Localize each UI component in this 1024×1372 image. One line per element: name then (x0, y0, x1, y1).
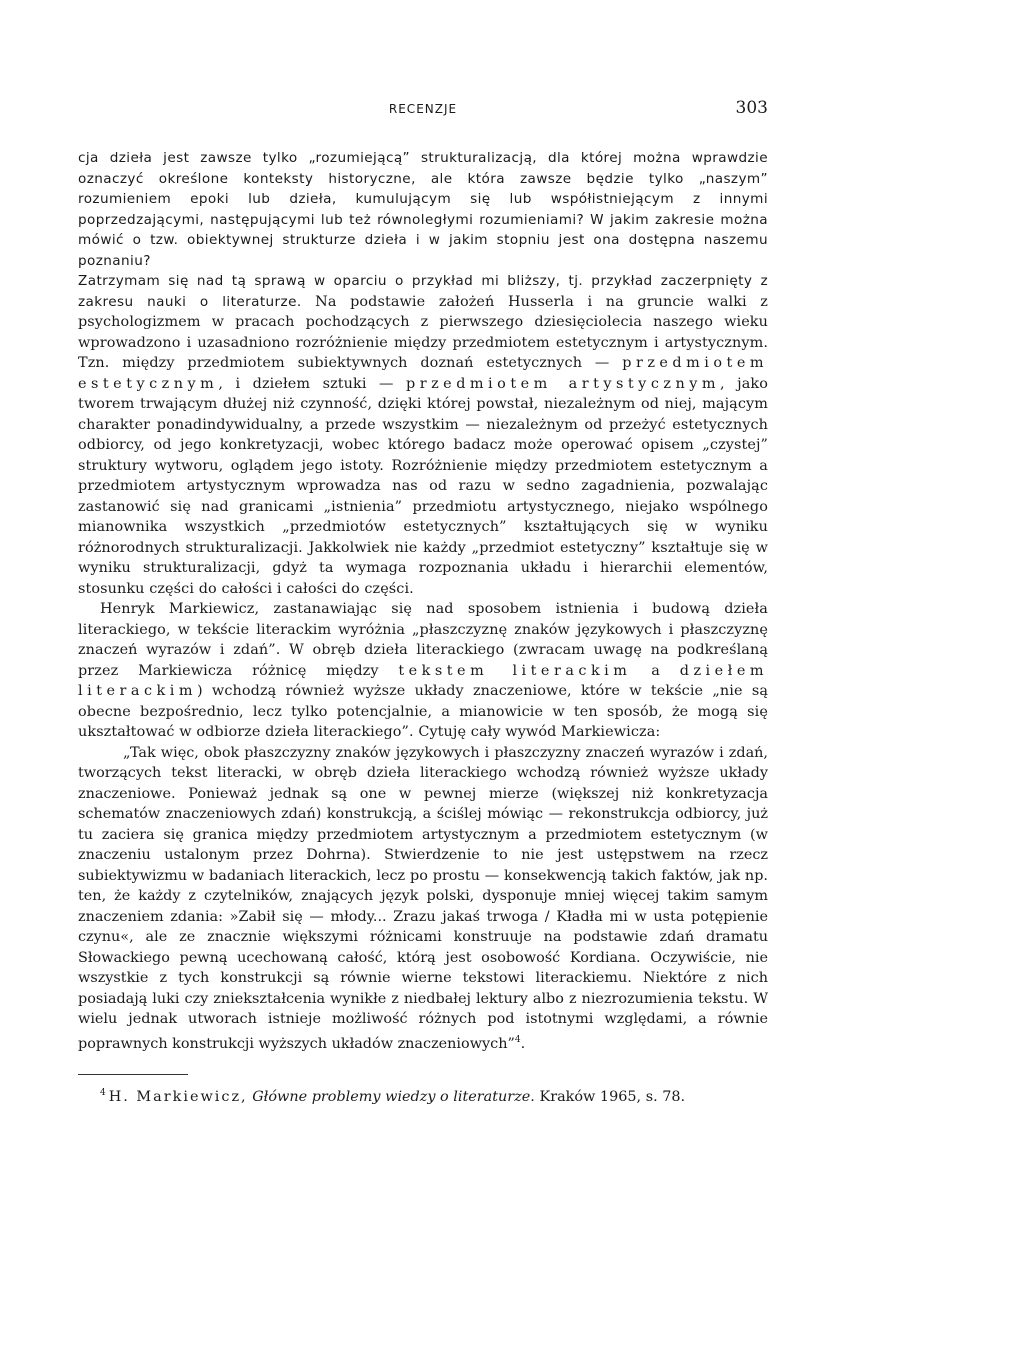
paragraph-3-text-c: ) wchodzą również wyższe układy znaczeniowe, które w tekście „nie są obecne bezpośrednio, lecz tylko potencjalnie, a mianowicie w ten sposób, że mogą się ukształtować w odbiorze dzieła literackiego”. Cytuję cały wywód Markiewicza: (78, 683, 768, 740)
paragraph-3 (78, 599, 768, 743)
paragraph-2-text-c: , jako tworem trwającym dłużej niż czynność, dzięki której powstał, niezależnym od niej, mającym charakter ponadindywidualny, a przede wszystkim — niezależnym od przeżyć estetycznych odbiorcy, od jego konkretyzacji, wobec którego badacz może operować opisem „czystej” struktury wytworu, oglądem jego istoty. Rozróżnienie między przedmiotem estetycznym a przedmiotem artystycznym wprowadza nas od razu w sedno zagadnienia, pozwalając zastanowić się nad granicami „istnienia” przedmiotu artystycznego, niejako wspólnego mianownika wszystkich „przedmiotów estetycznych” kształtujących się w wyniku różnorodnych strukturalizacji. Jakkolwiek nie każdy „przedmiot estetyczny” kształtuje się w wyniku strukturalizacji, gdyż ta wymaga rozpoznania układu i hierarchii elementów, stosunku części do całości i całości do części. (78, 375, 768, 597)
footnote-reference[interactable]: 4 (514, 1034, 521, 1045)
paragraph-3-text-b: a (631, 662, 680, 679)
paragraph-1: cja dzieła jest zawsze tylko „rozumiejącą” strukturalizacją, dla której można wprawdzie oznaczyć określone konteksty historyczne, ale która zawsze będzie tylko „naszym” rozumieniem epoki lub dzieła, kumulującym się lub współistniejącym z innymi poprzedzającymi, następującymi lub też równoległymi rozumieniami? W jakim zakresie można mówić o tzw. obiektywnej strukturze dzieła i w jakim stopniu jest ona dostępna naszemu poznaniu? (78, 150, 768, 269)
paragraph-2 (78, 271, 768, 599)
paragraph-2-lead: Zatrzymam się nad tą sprawą w oparciu o przykład mi bliższy, tj. przykład zaczerpnięty z zakresu nauki o literaturze. (78, 273, 768, 310)
footnote-title: Główne problemy wiedzy o literaturze. (252, 1088, 535, 1105)
page-number: 303 (735, 98, 768, 118)
footnote-author: H. Markiewicz, (108, 1088, 248, 1105)
document-page (78, 96, 768, 1107)
paragraph-2-text-b: , i dziełem sztuki — (218, 375, 406, 392)
footnote-mark: 4 (100, 1087, 106, 1098)
block-quote (78, 743, 768, 1054)
running-head (78, 96, 768, 126)
spaced-term-literary-text: tekstem literackim (398, 662, 632, 679)
block-quote-text: „Tak więc, obok płaszczyzny znaków językowych i płaszczyzny znaczeń wyrazów i zdań, tworzących tekst literacki, w obręb dzieła literackiego wchodzą również wyższe układy znaczeniowe. Ponieważ jednak są one w pewnej mierze (większej niż konkretyzacja schematów znaczeniowych zdań) konstrukcją, a ściślej mówiąc — rekonstrukcja odbiorcy, już tu zaciera się granica między przedmiotem artystycznym a przedmiotem estetycznym (w znaczeniu ustalonym przez Dohrna). Stwierdzenie to nie jest ustępstwem na rzecz subiektywizmu w badaniach literackich, lecz po prostu — konsekwencją takich faktów, jak np. ten, że każdy z czytelników, znających język polski, dysponuje mniej więcej takim samym znaczeniem zdania: »Zabił się — młody... Zrazu jakaś trwoga / Kładła mi w usta potępienie czynu«, ale ze znacznie większymi różnicami konstruuje na podstawie zdań dramatu Słowackiego pewną ucechowaną całość, którą jest osobowość Kordiana. Oczywiście, nie wszystkie z tych konstrukcji są równie wierne tekstowi literackiemu. Niektóre z nich posiadają luki czy zniekształcenia wynikłe z niedbałej lektury albo z niezrozumienia tekstu. W wielu jednak utworach istnieje możliwość różnych pod istotnymi względami, a równie poprawnych konstrukcji wyższych układów znaczeniowych” (78, 744, 768, 1052)
spaced-term-literary-work: dziełem literackim (78, 662, 768, 699)
spaced-term-artistic-object: przedmiotem artystycznym (406, 375, 720, 392)
footnote-divider (78, 1074, 188, 1075)
running-head-title: RECENZJE (388, 102, 458, 116)
footnote-place: Kraków 1965, s. 78. (534, 1088, 686, 1105)
block-quote-end: . (520, 1035, 526, 1052)
footnote (78, 1083, 768, 1107)
paragraph-2-text-a: Na podstawie założeń Husserla i na gruncie walki z psychologizmem w pracach pochodzących z pierwszego dziesięciolecia naszego wieku wprowadzono i uzasadniono rozróżnienie między przedmiotem estetycznym i artystycznym. Tzn. między przedmiotem subiektywnych doznań estetycznych — (78, 293, 768, 371)
paragraph-3-text-a: Henryk Markiewicz, zastanawiając się nad sposobem istnienia i budową dzieła literackiego, w tekście literackim wyróżnia „płaszczyznę znaków językowych i płaszczyznę znaczeń wyrazów i zdań”. W obręb dzieła literackiego (zwracam uwagę na podkreślaną przez Markiewicza różnicę między (78, 601, 768, 679)
spaced-term-aesthetic-object: przedmiotem estetycznym (78, 355, 768, 392)
